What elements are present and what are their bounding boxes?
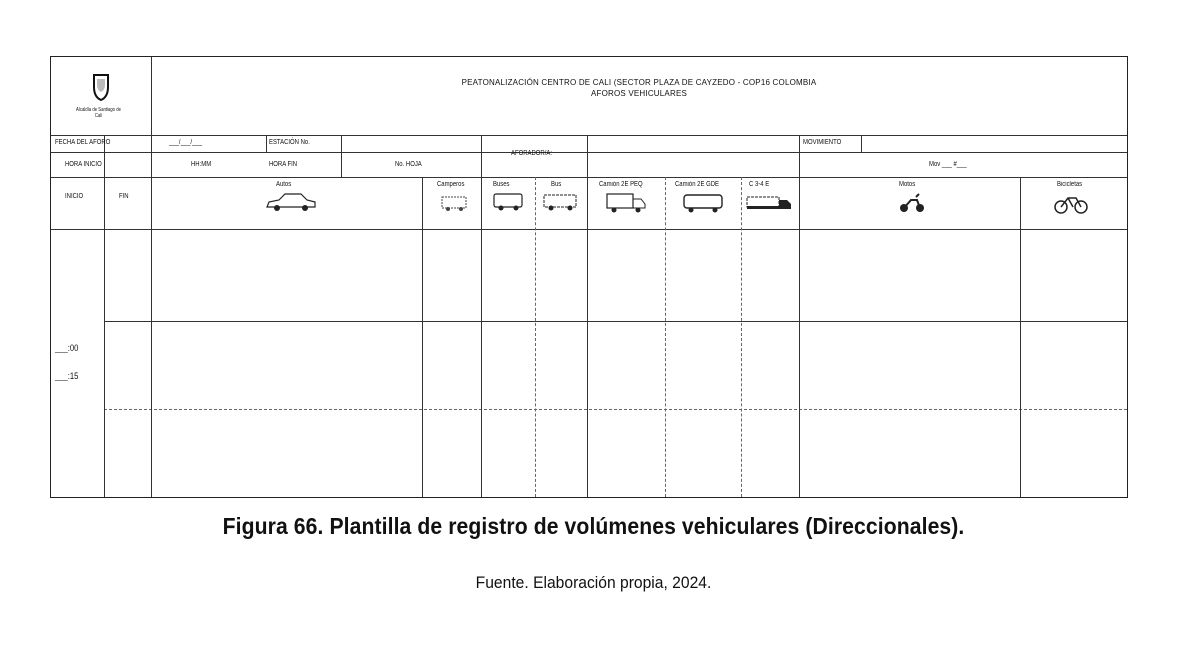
bicycle-icon [1053,191,1089,220]
buseta-icon [491,191,527,218]
col-inicio: INICIO [65,193,84,200]
col-bicicletas: Bicicletas [1057,181,1083,188]
movimiento-fill[interactable]: Mov ___ #___ [929,161,967,168]
small-truck-icon [604,191,648,220]
figure-caption: Figura 66. Plantilla de registro de volúmenes vehiculares (Direccionales). [222,513,965,539]
hora-inicio-value[interactable]: HH:MM [191,161,212,168]
period-label-00: ___:00 [55,343,79,353]
hora-inicio-label: HORA INICIO [65,161,102,168]
articulated-truck-icon [745,191,793,220]
hoja-label: No. HOJA [395,161,422,168]
form-title-line2: AFOROS VEHICULARES [590,89,688,98]
col-camion-3e: C 3-4 E [749,181,770,188]
col-camion-2e-gde: Camión 2E GDE [675,181,719,188]
vehicle-count-form [50,56,1128,498]
aforador-label: AFORADOR/A: [511,150,552,157]
car-icon [263,191,319,218]
fecha-label: FECHA DEL AFORO [55,139,111,146]
source-caption: Fuente. Elaboración propia, 2024. [475,573,712,592]
large-truck-icon [681,191,725,220]
col-buses: Buses [493,181,510,188]
fecha-value[interactable]: ___/___/___ [169,139,203,146]
col-fin: FIN [119,193,129,200]
col-camperos: Camperos [437,181,465,188]
motorcycle-icon [897,191,927,220]
form-title-line1: PEATONALIZACIÓN CENTRO DE CALI (SECTOR PLAZA DE CAYZEDO - COP16 COLOMBIA [461,78,817,87]
jeep-icon [439,193,469,218]
col-autos: Autos [276,181,292,188]
hora-fin-label: HORA FIN [269,161,298,168]
col-motos: Motos [899,181,916,188]
logo-caption: Alcaldía de Santiago de Cali [76,107,121,119]
col-bus: Bus [551,181,562,188]
bus-icon [541,191,581,218]
form-title [151,77,1127,99]
estacion-label: ESTACIÓN No. [269,139,310,146]
col-camion-2e-peq: Camión 2E PEQ [599,181,643,188]
movimiento-label: MOVIMIENTO [803,139,842,146]
period-label-15: ___:15 [55,371,79,381]
